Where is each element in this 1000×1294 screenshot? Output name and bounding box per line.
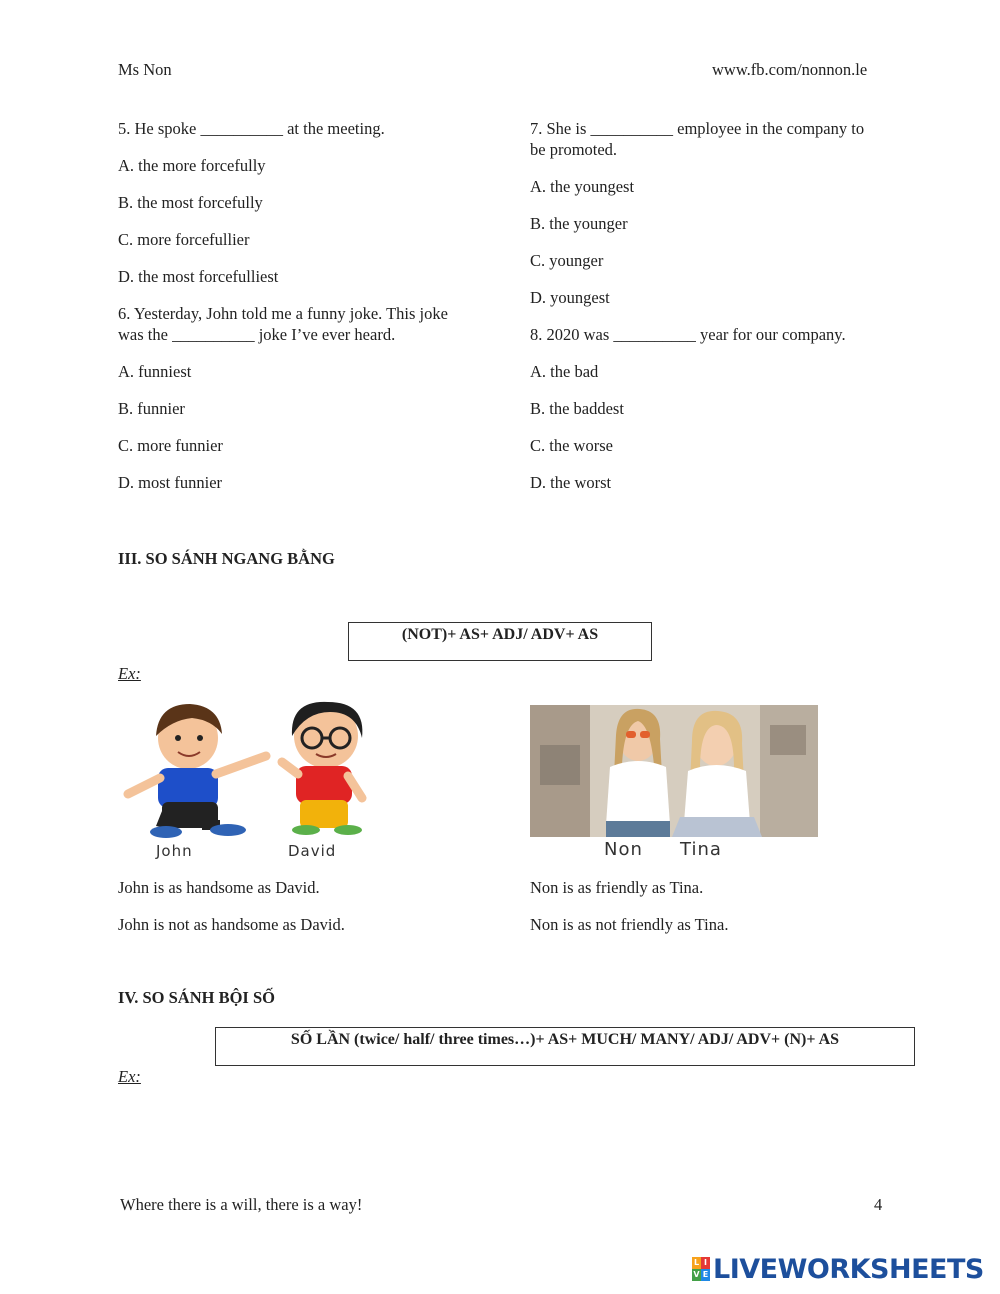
caption-david: David — [288, 842, 337, 860]
liveworksheets-logo-text: LIVEWORKSHEETS — [713, 1253, 984, 1285]
question-7-option-a: A. the youngest — [530, 177, 635, 196]
question-6-option-d: D. most funnier — [118, 473, 223, 492]
caption-tina: Tina — [680, 839, 722, 860]
question-6-stem: 6. Yesterday, John told me a funny joke. This joke was the __________ joke I’ve ever heard. — [118, 304, 448, 344]
john-david-illustration — [116, 698, 406, 862]
question-8-stem: 8. 2020 was __________ year for our company. — [530, 325, 846, 344]
liveworksheets-logo[interactable] — [692, 1254, 984, 1284]
question-7-option-d: D. youngest — [530, 288, 610, 307]
caption-john: John — [156, 842, 193, 860]
question-6-option-c: C. more funnier — [118, 436, 223, 455]
liveworksheets-logo-icon: L I V E — [693, 1258, 709, 1279]
section-4-ex-label: Ex: — [118, 1067, 141, 1086]
question-8-option-c: C. the worse — [530, 436, 613, 455]
david-figure — [282, 702, 362, 835]
example-john-positive: John is as handsome as David. — [118, 878, 320, 897]
header-author: Ms Non — [118, 60, 172, 79]
john-figure — [128, 704, 266, 838]
example-john-negative: John is not as handsome as David. — [118, 915, 345, 934]
question-5-option-c: C. more forcefullier — [118, 230, 250, 249]
question-5-option-d: D. the most forcefulliest — [118, 267, 279, 286]
non-tina-photo — [530, 705, 818, 862]
caption-non: Non — [604, 839, 643, 860]
footer-motto: Where there is a will, there is a way! — [120, 1195, 363, 1214]
header-website: www.fb.com/nonnon.le — [712, 60, 868, 79]
girls-photo-image — [530, 705, 818, 837]
question-6-option-b: B. funnier — [118, 399, 185, 418]
section-4-formula: SỐ LẦN (twice/ half/ three times…)+ AS+ MUCH/ MANY/ ADJ/ ADV+ (N)+ AS — [215, 1027, 915, 1066]
question-7-option-c: C. younger — [530, 251, 604, 270]
example-non-positive: Non is as friendly as Tina. — [530, 878, 704, 897]
example-non-negative: Non is as not friendly as Tina. — [530, 915, 729, 934]
question-7-option-b: B. the younger — [530, 214, 628, 233]
question-8-option-b: B. the baddest — [530, 399, 624, 418]
section-4-title: IV. SO SÁNH BỘI SỐ — [118, 988, 275, 1007]
question-8-option-a: A. the bad — [530, 362, 599, 381]
section-3-title: III. SO SÁNH NGANG BẰNG — [118, 549, 335, 568]
question-7-stem: 7. She is __________ employee in the company to be promoted. — [530, 119, 865, 159]
question-8-option-d: D. the worst — [530, 473, 612, 492]
question-5-option-b: B. the most forcefully — [118, 193, 263, 212]
section-3-formula: (NOT)+ AS+ ADJ/ ADV+ AS — [348, 622, 652, 661]
section-3-ex-label: Ex: — [118, 664, 141, 683]
question-5-stem: 5. He spoke __________ at the meeting. — [118, 119, 385, 138]
question-5-option-a: A. the more forcefully — [118, 156, 266, 175]
question-6-option-a: A. funniest — [118, 362, 192, 381]
footer-page-number: 4 — [874, 1195, 883, 1214]
